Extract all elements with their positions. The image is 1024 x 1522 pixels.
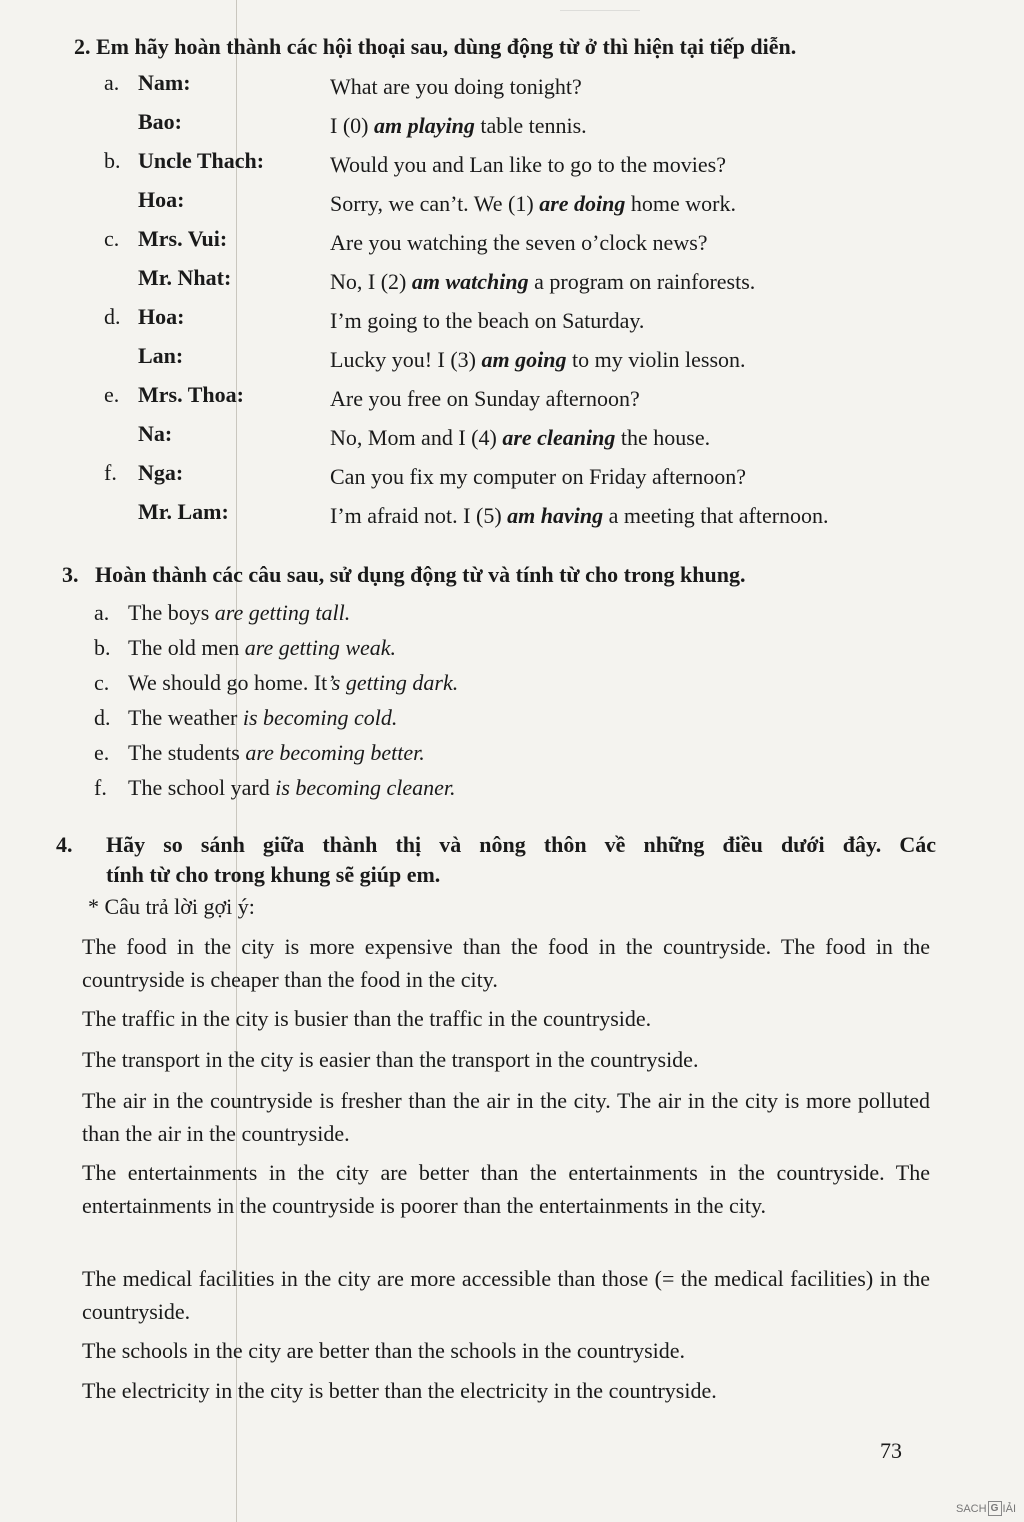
answer-paragraph: The entertainments in the city are better than the entertainments in the countryside. The entertainments in the countryside is poorer than the entertainments in the city. — [82, 1160, 930, 1218]
item-letter: d. — [94, 705, 111, 730]
logo-text-left: SACH — [955, 1502, 987, 1515]
exercise-4-title — [106, 832, 936, 888]
dialogue-line — [330, 74, 582, 100]
sentence-start: The weather — [128, 705, 243, 730]
dialogue-line — [330, 308, 644, 334]
item-sentence — [128, 740, 425, 766]
answer-verb: am going — [481, 347, 567, 372]
dialogue-line — [330, 503, 829, 529]
line-text-end: a meeting that afternoon. — [603, 503, 829, 528]
answer-paragraph: The air in the countryside is fresher than the air in the city. The air in the city is more polluted than the air in the countryside. — [82, 1088, 930, 1146]
line-text: Are you watching the seven o’clock news? — [330, 230, 708, 255]
answer-verb: are cleaning — [502, 425, 616, 450]
answer-phrase: are becoming better. — [245, 740, 425, 765]
exercise-4-hint: * Câu trả lời gợi ý: — [88, 894, 255, 919]
line-text: No, Mom and I (4) — [330, 425, 503, 450]
line-text-end: a program on rainforests. — [528, 269, 756, 294]
line-text: What are you doing tonight? — [330, 74, 582, 99]
speaker-name: Bao: — [138, 109, 182, 134]
line-text: I’m going to the beach on Saturday. — [330, 308, 645, 333]
speaker-name: Nam: — [138, 70, 191, 95]
exercise-3-number: 3. — [62, 562, 79, 587]
dialogue-letter: e. — [104, 382, 120, 407]
exercise-3-title: Hoàn thành các câu sau, sử dụng động từ và tính từ cho trong khung. — [95, 562, 746, 587]
item-sentence — [128, 635, 396, 661]
answer-verb: am playing — [373, 113, 475, 138]
dialogue-line — [330, 152, 726, 178]
bleed-through-mark — [560, 0, 640, 11]
logo-box: G — [988, 1501, 1002, 1516]
item-letter: a. — [94, 600, 110, 625]
answer-paragraph: The transport in the city is easier than the transport in the countryside. — [82, 1047, 699, 1072]
answer-verb: am having — [507, 503, 604, 528]
exercise-2-heading — [74, 34, 796, 60]
exercise-2-number: 2. — [74, 34, 91, 59]
answer-verb: are doing — [539, 191, 626, 216]
sachgiai-logo — [956, 1501, 1016, 1516]
answer-paragraph: The electricity in the city is better than the electricity in the countryside. — [82, 1378, 717, 1403]
line-text: Are you free on Sunday afternoon? — [330, 386, 640, 411]
line-text: Would you and Lan like to go to the movies? — [330, 152, 726, 177]
answer-paragraph: The schools in the city are better than the schools in the countryside. — [82, 1338, 686, 1363]
answer-phrase: is becoming cleaner. — [275, 775, 456, 800]
dialogue-line — [330, 191, 736, 217]
item-sentence — [128, 670, 458, 696]
line-text-end: the house. — [615, 425, 711, 450]
line-text: I (0) — [330, 113, 374, 138]
sentence-start: The old men — [128, 635, 245, 660]
item-letter: e. — [94, 740, 110, 765]
line-text: Lucky you! I (3) — [330, 347, 482, 372]
item-sentence — [128, 600, 350, 626]
line-text: No, I (2) — [330, 269, 412, 294]
dialogue-line — [330, 230, 708, 256]
sentence-start: The boys — [128, 600, 215, 625]
dialogue-letter: a. — [104, 70, 120, 95]
dialogue-letter: f. — [104, 460, 117, 485]
speaker-name: Lan: — [138, 343, 184, 368]
answer-phrase: are getting tall. — [214, 600, 351, 625]
line-text: Can you fix my computer on Friday afternoon? — [330, 464, 747, 489]
answer-verb: am watching — [411, 269, 529, 294]
dialogue-line — [330, 269, 755, 295]
exercise-3-heading — [62, 562, 745, 588]
dialogue-letter: d. — [104, 304, 121, 329]
line-text: I’m afraid not. I (5) — [330, 503, 508, 528]
dialogue-letter: c. — [104, 226, 120, 251]
sentence-start: The school yard — [128, 775, 276, 800]
speaker-name: Nga: — [138, 460, 184, 485]
item-sentence — [128, 705, 397, 731]
speaker-name: Na: — [138, 421, 173, 446]
sentence-start: The students — [128, 740, 246, 765]
dialogue-line — [330, 425, 710, 451]
answer-paragraph: The medical facilities in the city are more accessible than those (= the medical facilities) in the countryside. — [82, 1266, 930, 1324]
line-text-end: to my violin lesson. — [566, 347, 746, 372]
speaker-name: Mrs. Thoa: — [138, 382, 244, 407]
speaker-name: Hoa: — [138, 187, 185, 212]
speaker-name: Mr. Nhat: — [138, 265, 232, 290]
dialogue-line — [330, 113, 587, 139]
answer-paragraph: The food in the city is more expensive than the food in the countryside. The food in the countryside is cheaper than the food in the city. — [82, 934, 930, 992]
exercise-4-title-line-1: Hãy so sánh giữa thành thị và nông thôn về những điều dưới đây. Các — [106, 832, 936, 857]
sentence-start: We should go home. It — [128, 670, 328, 695]
answer-paragraph: The traffic in the city is busier than the traffic in the countryside. — [82, 1006, 652, 1031]
exercise-4-title-line-2: tính từ cho trong khung sẽ giúp em. — [106, 862, 441, 887]
line-text-end: home work. — [625, 191, 736, 216]
speaker-name: Mrs. Vui: — [138, 226, 228, 251]
answer-phrase: are getting weak. — [244, 635, 397, 660]
dialogue-line — [330, 386, 640, 412]
exercise-4-number: 4. — [56, 832, 73, 857]
exercise-2-title: Em hãy hoàn thành các hội thoại sau, dùng động từ ở thì hiện tại tiếp diễn. — [96, 34, 797, 59]
line-text-end: table tennis. — [474, 113, 587, 138]
answer-phrase: ’s getting dark. — [327, 670, 459, 695]
item-letter: c. — [94, 670, 110, 695]
speaker-name: Uncle Thach: — [138, 148, 265, 173]
item-letter: f. — [94, 775, 107, 800]
item-sentence — [128, 775, 455, 801]
speaker-name: Mr. Lam: — [138, 499, 229, 524]
answer-phrase: is becoming cold. — [242, 705, 398, 730]
page-number: 73 — [880, 1438, 902, 1463]
item-letter: b. — [94, 635, 111, 660]
dialogue-line — [330, 347, 746, 373]
logo-text-right: IẢI — [1002, 1502, 1016, 1515]
dialogue-letter: b. — [104, 148, 121, 173]
line-text: Sorry, we can’t. We (1) — [330, 191, 540, 216]
dialogue-line — [330, 464, 746, 490]
speaker-name: Hoa: — [138, 304, 185, 329]
